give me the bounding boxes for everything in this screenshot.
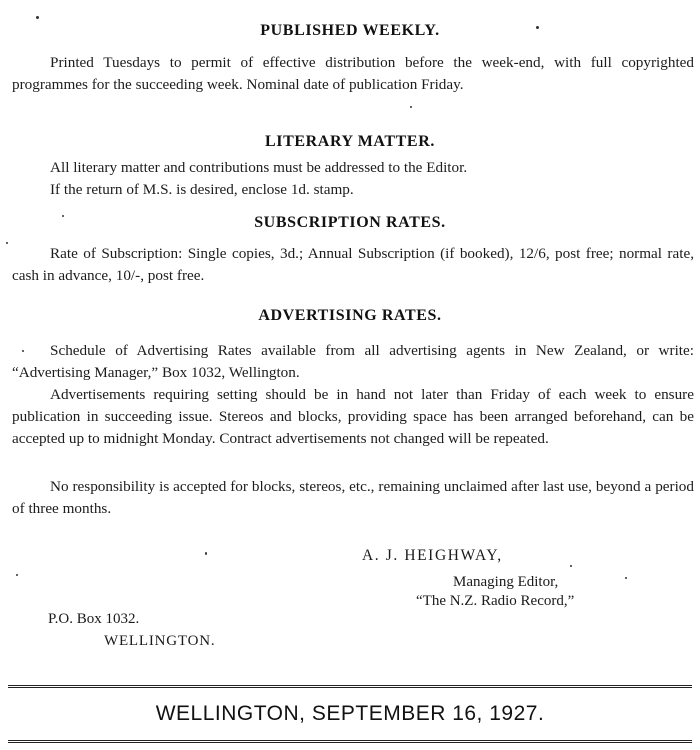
postal-city: WELLINGTON. [104,633,216,649]
advertising-responsibility-text: No responsibility is accepted for blocks, stereos, etc., remaining unclaimed after last use, beyond a period of three months. [12,478,694,517]
literary-matter-heading: LITERARY MATTER. [265,133,435,150]
print-speck [6,242,8,244]
print-speck [16,574,18,576]
advertising-setting-text: Advertisements requiring setting should be in hand not later than Friday of each week to ensure publication in succeeding issue. Stereos and blocks, providing space has been arranged beforehand, can be accepted up to midnight Monday. Contract advertisements not changed will be repeated. [12,386,694,447]
print-speck [62,215,64,217]
literary-matter-line-2: If the return of M.S. is desired, enclose 1d. stamp. [50,181,354,198]
dateline: WELLINGTON, SEPTEMBER 16, 1927. [155,702,545,725]
print-speck [536,26,539,29]
subscription-rates-heading: SUBSCRIPTION RATES. [254,214,446,231]
editor-name: A. J. HEIGHWAY, [362,547,503,564]
advertising-rates-heading: ADVERTISING RATES. [258,307,442,324]
literary-matter-line-1: All literary matter and contributions must be addressed to the Editor. [50,159,468,176]
print-speck [36,16,39,19]
print-speck [570,565,572,567]
print-speck [625,577,627,579]
published-weekly-heading: PUBLISHED WEEKLY. [260,22,440,39]
postal-box: P.O. Box 1032. [48,611,140,627]
subscription-rates-text: Rate of Subscription: Single copies, 3d.; Annual Subscription (if booked), 12/6, post free; normal rate, cash in advance, 10/-, post free. [12,245,694,284]
advertising-schedule-text: Schedule of Advertising Rates available from all advertising agents in New Zealand, or write: “Advertising Manager,” Box 1032, Wellington. [12,342,694,381]
bottom-rule [8,740,692,743]
published-weekly-text: Printed Tuesdays to permit of effective distribution before the week-end, with full copyrighted programmes for the succeeding week. Nominal date of publication Friday. [12,54,694,93]
print-speck [410,106,412,108]
editor-title: Managing Editor, [453,574,559,590]
print-speck [205,552,207,555]
print-speck [22,350,24,352]
publication-name: “The N.Z. Radio Record,” [416,593,575,609]
top-rule [8,685,692,688]
